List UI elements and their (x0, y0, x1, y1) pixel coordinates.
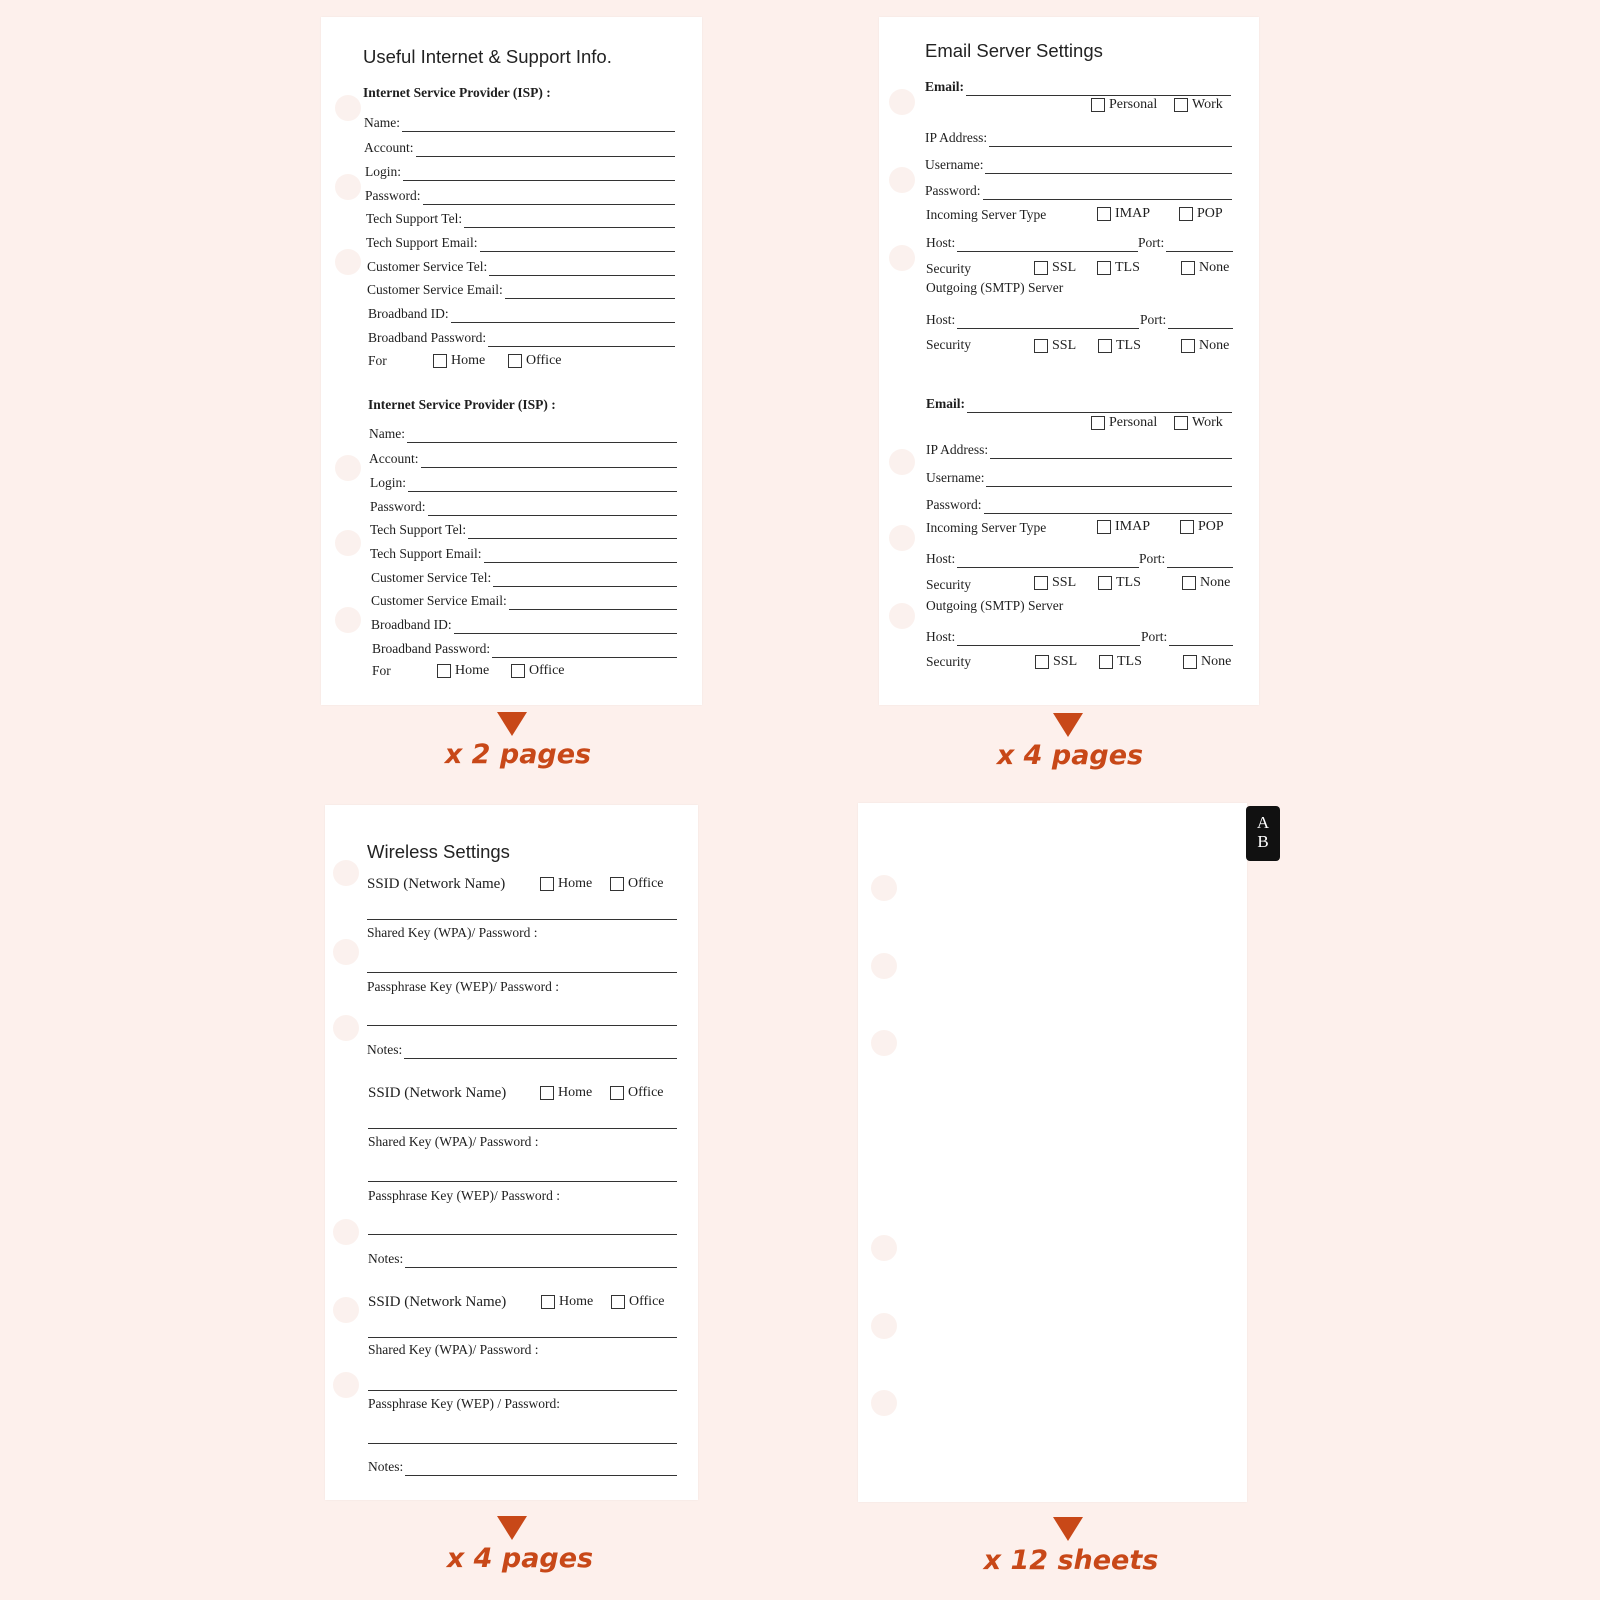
checkbox-box (511, 664, 525, 678)
punch-hole (333, 1015, 359, 1041)
tls-checkbox[interactable]: TLS (1098, 337, 1141, 355)
none-checkbox[interactable]: None (1181, 337, 1229, 355)
write-line (1167, 554, 1233, 568)
write-line (957, 632, 1140, 646)
wpa-label: Shared Key (WPA)/ Password : (368, 1342, 539, 1357)
punch-hole (889, 89, 915, 115)
divider-sheet-count: x 12 sheets (983, 1545, 1159, 1576)
incoming-server-label: Incoming Server Type (926, 520, 1047, 535)
checkbox-box (1181, 339, 1195, 353)
punch-hole (871, 875, 897, 901)
isp-broadband-password-field[interactable]: Broadband Password: (372, 640, 677, 658)
checkbox-box (540, 877, 554, 891)
none-checkbox[interactable]: None (1183, 653, 1231, 671)
wifi-page-count: x 4 pages (446, 1543, 594, 1574)
incoming-host-field[interactable]: Host: (926, 234, 1138, 252)
wep-write-line[interactable] (368, 1234, 677, 1235)
checkbox-box (1182, 576, 1196, 590)
incoming-port-field[interactable]: Port: (1138, 234, 1233, 252)
password-field[interactable]: Password: (926, 496, 1232, 514)
write-line (405, 1462, 677, 1476)
write-line (403, 167, 675, 181)
ssl-checkbox[interactable]: SSL (1035, 653, 1077, 671)
checkbox-box (1097, 261, 1111, 275)
checkbox-box (1098, 576, 1112, 590)
down-arrow-icon (1053, 1517, 1083, 1541)
punch-hole (889, 449, 915, 475)
wep-write-line[interactable] (367, 1025, 677, 1026)
incoming-port-field[interactable]: Port: (1139, 550, 1233, 568)
punch-hole (871, 953, 897, 979)
isp-cs-tel-field[interactable]: Customer Service Tel: (371, 569, 677, 587)
ssl-checkbox[interactable]: SSL (1034, 259, 1076, 277)
write-line (454, 620, 677, 634)
punch-hole (889, 525, 915, 551)
office-checkbox[interactable]: Office (508, 352, 562, 370)
ssid-label: SSID (Network Name) (368, 1085, 507, 1101)
wpa-write-line[interactable] (367, 972, 677, 973)
isp-password-field[interactable]: Password: (365, 187, 675, 205)
write-line (489, 262, 675, 276)
imap-checkbox[interactable]: IMAP (1097, 518, 1150, 536)
checkbox-box (1174, 98, 1188, 112)
email-field[interactable]: Email: (925, 78, 1231, 96)
punch-hole (335, 455, 361, 481)
security-label: Security (926, 261, 971, 276)
checkbox-box (1034, 261, 1048, 275)
checkbox-box (433, 354, 447, 368)
wpa-label: Shared Key (WPA)/ Password : (368, 1134, 539, 1149)
home-checkbox[interactable]: Home (433, 352, 485, 370)
isp-name-field[interactable]: Name: (369, 425, 677, 443)
checkbox-box (508, 354, 522, 368)
checkbox-box (610, 877, 624, 891)
write-line (966, 82, 1231, 96)
write-line (967, 399, 1232, 413)
page-title: Email Server Settings (925, 40, 1103, 61)
work-checkbox[interactable]: Work (1174, 96, 1223, 114)
tls-checkbox[interactable]: TLS (1099, 653, 1142, 671)
checkbox-box (1091, 416, 1105, 430)
ssid-write-line[interactable] (368, 1128, 677, 1129)
home-checkbox[interactable]: Home (437, 662, 489, 680)
home-checkbox[interactable]: Home (540, 1084, 592, 1102)
write-line (416, 143, 676, 157)
work-checkbox[interactable]: Work (1174, 414, 1223, 432)
outgoing-port-field[interactable]: Port: (1140, 311, 1233, 329)
checkbox-box (540, 1086, 554, 1100)
personal-checkbox[interactable]: Personal (1091, 414, 1157, 432)
isp-cs-email-field[interactable]: Customer Service Email: (371, 592, 677, 610)
wep-write-line[interactable] (368, 1443, 677, 1444)
write-line (488, 333, 675, 347)
none-checkbox[interactable]: None (1182, 574, 1230, 592)
punch-hole (333, 939, 359, 965)
write-line (464, 214, 675, 228)
checkbox-box (1091, 98, 1105, 112)
isp-cs-tel-field[interactable]: Customer Service Tel: (367, 258, 675, 276)
checkbox-box (1099, 655, 1113, 669)
ip-address-field[interactable]: IP Address: (925, 129, 1232, 147)
checkbox-box (541, 1295, 555, 1309)
checkbox-box (610, 1086, 624, 1100)
pop-checkbox[interactable]: POP (1179, 205, 1223, 223)
punch-hole (333, 1372, 359, 1398)
write-line (404, 1045, 677, 1059)
write-line (468, 525, 677, 539)
checkbox-box (611, 1295, 625, 1309)
username-field[interactable]: Username: (926, 469, 1232, 487)
punch-hole (333, 1219, 359, 1245)
write-line (405, 1254, 677, 1268)
home-checkbox[interactable]: Home (540, 875, 592, 893)
write-line (1166, 238, 1233, 252)
isp-name-field[interactable]: Name: (364, 114, 675, 132)
wpa-label: Shared Key (WPA)/ Password : (367, 925, 538, 940)
outgoing-server-label: Outgoing (SMTP) Server (926, 280, 1064, 295)
ab-index-tab[interactable]: A B (1246, 806, 1280, 861)
isp-broadband-id-field[interactable]: Broadband ID: (368, 305, 675, 323)
email-page-count: x 4 pages (996, 740, 1144, 771)
write-line (408, 478, 677, 492)
ssid-write-line[interactable] (367, 919, 677, 920)
office-checkbox[interactable]: Office (611, 1293, 665, 1311)
punch-hole (333, 860, 359, 886)
isp-section-title: Internet Service Provider (ISP) : (363, 85, 551, 100)
punch-hole (871, 1390, 897, 1416)
incoming-host-field[interactable]: Host: (926, 550, 1139, 568)
isp-tech-email-field[interactable]: Tech Support Email: (366, 234, 675, 252)
checkbox-box (1181, 261, 1195, 275)
outgoing-host-field[interactable]: Host: (926, 628, 1140, 646)
page-title: Useful Internet & Support Info. (363, 46, 612, 67)
checkbox-box (1097, 207, 1111, 221)
outgoing-host-field[interactable]: Host: (926, 311, 1139, 329)
punch-hole (335, 249, 361, 275)
isp-tech-email-field[interactable]: Tech Support Email: (370, 545, 677, 563)
punch-hole (335, 174, 361, 200)
notes-field[interactable]: Notes: (367, 1041, 677, 1059)
isp-section-title: Internet Service Provider (ISP) : (368, 397, 556, 412)
page-title: Wireless Settings (367, 841, 510, 862)
write-line (423, 191, 675, 205)
imap-checkbox[interactable]: IMAP (1097, 205, 1150, 223)
punch-hole (871, 1235, 897, 1261)
write-line (1168, 315, 1233, 329)
isp-broadband-id-field[interactable]: Broadband ID: (371, 616, 677, 634)
office-checkbox[interactable]: Office (610, 1084, 664, 1102)
pop-checkbox[interactable]: POP (1180, 518, 1224, 536)
checkbox-box (1179, 207, 1193, 221)
ssl-checkbox[interactable]: SSL (1034, 574, 1076, 592)
write-line (428, 502, 677, 516)
write-line (493, 573, 677, 587)
checkbox-box (1180, 520, 1194, 534)
isp-page-count: x 2 pages (444, 739, 592, 770)
none-checkbox[interactable]: None (1181, 259, 1229, 277)
write-line (989, 133, 1232, 147)
checkbox-box (1034, 576, 1048, 590)
punch-hole (335, 95, 361, 121)
write-line (421, 454, 678, 468)
write-line (509, 596, 677, 610)
personal-checkbox[interactable]: Personal (1091, 96, 1157, 114)
isp-info-sheet (321, 17, 702, 705)
email-field[interactable]: Email: (926, 395, 1232, 413)
write-line (983, 186, 1232, 200)
isp-account-field[interactable]: Account: (369, 450, 677, 468)
checkbox-box (437, 664, 451, 678)
for-label: For (372, 663, 391, 678)
checkbox-box (1098, 339, 1112, 353)
notes-field[interactable]: Notes: (368, 1458, 677, 1476)
write-line (451, 309, 675, 323)
wep-label: Passphrase Key (WEP) / Password: (368, 1396, 560, 1411)
isp-cs-email-field[interactable]: Customer Service Email: (367, 281, 675, 299)
incoming-server-label: Incoming Server Type (926, 207, 1047, 222)
ssl-checkbox[interactable]: SSL (1034, 337, 1076, 355)
office-checkbox[interactable]: Office (511, 662, 565, 680)
checkbox-box (1174, 416, 1188, 430)
ip-address-field[interactable]: IP Address: (926, 441, 1232, 459)
ssid-label: SSID (Network Name) (367, 876, 506, 892)
punch-hole (335, 607, 361, 633)
wpa-write-line[interactable] (368, 1181, 677, 1182)
home-checkbox[interactable]: Home (541, 1293, 593, 1311)
blank-divider-sheet (858, 803, 1247, 1502)
isp-tech-tel-field[interactable]: Tech Support Tel: (370, 521, 677, 539)
password-field[interactable]: Password: (925, 182, 1232, 200)
isp-broadband-password-field[interactable]: Broadband Password: (368, 329, 675, 347)
write-line (407, 429, 677, 443)
office-checkbox[interactable]: Office (610, 875, 664, 893)
security-label: Security (926, 577, 971, 592)
write-line (985, 160, 1232, 174)
isp-tech-tel-field[interactable]: Tech Support Tel: (366, 210, 675, 228)
isp-login-field[interactable]: Login: (370, 474, 677, 492)
write-line (1169, 632, 1233, 646)
outgoing-server-label: Outgoing (SMTP) Server (926, 598, 1064, 613)
write-line (984, 500, 1232, 514)
ssid-write-line[interactable] (368, 1337, 677, 1338)
punch-hole (335, 530, 361, 556)
punch-hole (889, 603, 915, 629)
tls-checkbox[interactable]: TLS (1098, 574, 1141, 592)
down-arrow-icon (497, 712, 527, 736)
write-line (957, 554, 1139, 568)
email-settings-sheet (879, 17, 1259, 705)
down-arrow-icon (1053, 713, 1083, 737)
checkbox-box (1034, 339, 1048, 353)
checkbox-box (1035, 655, 1049, 669)
notes-field[interactable]: Notes: (368, 1250, 677, 1268)
isp-account-field[interactable]: Account: (364, 139, 675, 157)
write-line (402, 118, 675, 132)
write-line (480, 238, 675, 252)
punch-hole (889, 167, 915, 193)
write-line (957, 315, 1139, 329)
ssid-label: SSID (Network Name) (368, 1294, 507, 1310)
punch-hole (889, 245, 915, 271)
down-arrow-icon (497, 1516, 527, 1540)
write-line (505, 285, 675, 299)
security-label: Security (926, 654, 971, 669)
write-line (986, 473, 1232, 487)
punch-hole (871, 1313, 897, 1339)
username-field[interactable]: Username: (925, 156, 1232, 174)
for-label: For (368, 353, 387, 368)
tls-checkbox[interactable]: TLS (1097, 259, 1140, 277)
wep-label: Passphrase Key (WEP)/ Password : (367, 979, 559, 994)
write-line (484, 549, 677, 563)
isp-login-field[interactable]: Login: (365, 163, 675, 181)
write-line (957, 238, 1138, 252)
checkbox-box (1097, 520, 1111, 534)
checkbox-box (1183, 655, 1197, 669)
write-line (492, 644, 677, 658)
punch-hole (333, 1297, 359, 1323)
outgoing-port-field[interactable]: Port: (1141, 628, 1233, 646)
wireless-settings-sheet (325, 805, 698, 1500)
punch-hole (871, 1030, 897, 1056)
write-line (990, 445, 1232, 459)
wep-label: Passphrase Key (WEP)/ Password : (368, 1188, 560, 1203)
wpa-write-line[interactable] (368, 1390, 677, 1391)
security-label: Security (926, 337, 971, 352)
isp-password-field[interactable]: Password: (370, 498, 677, 516)
